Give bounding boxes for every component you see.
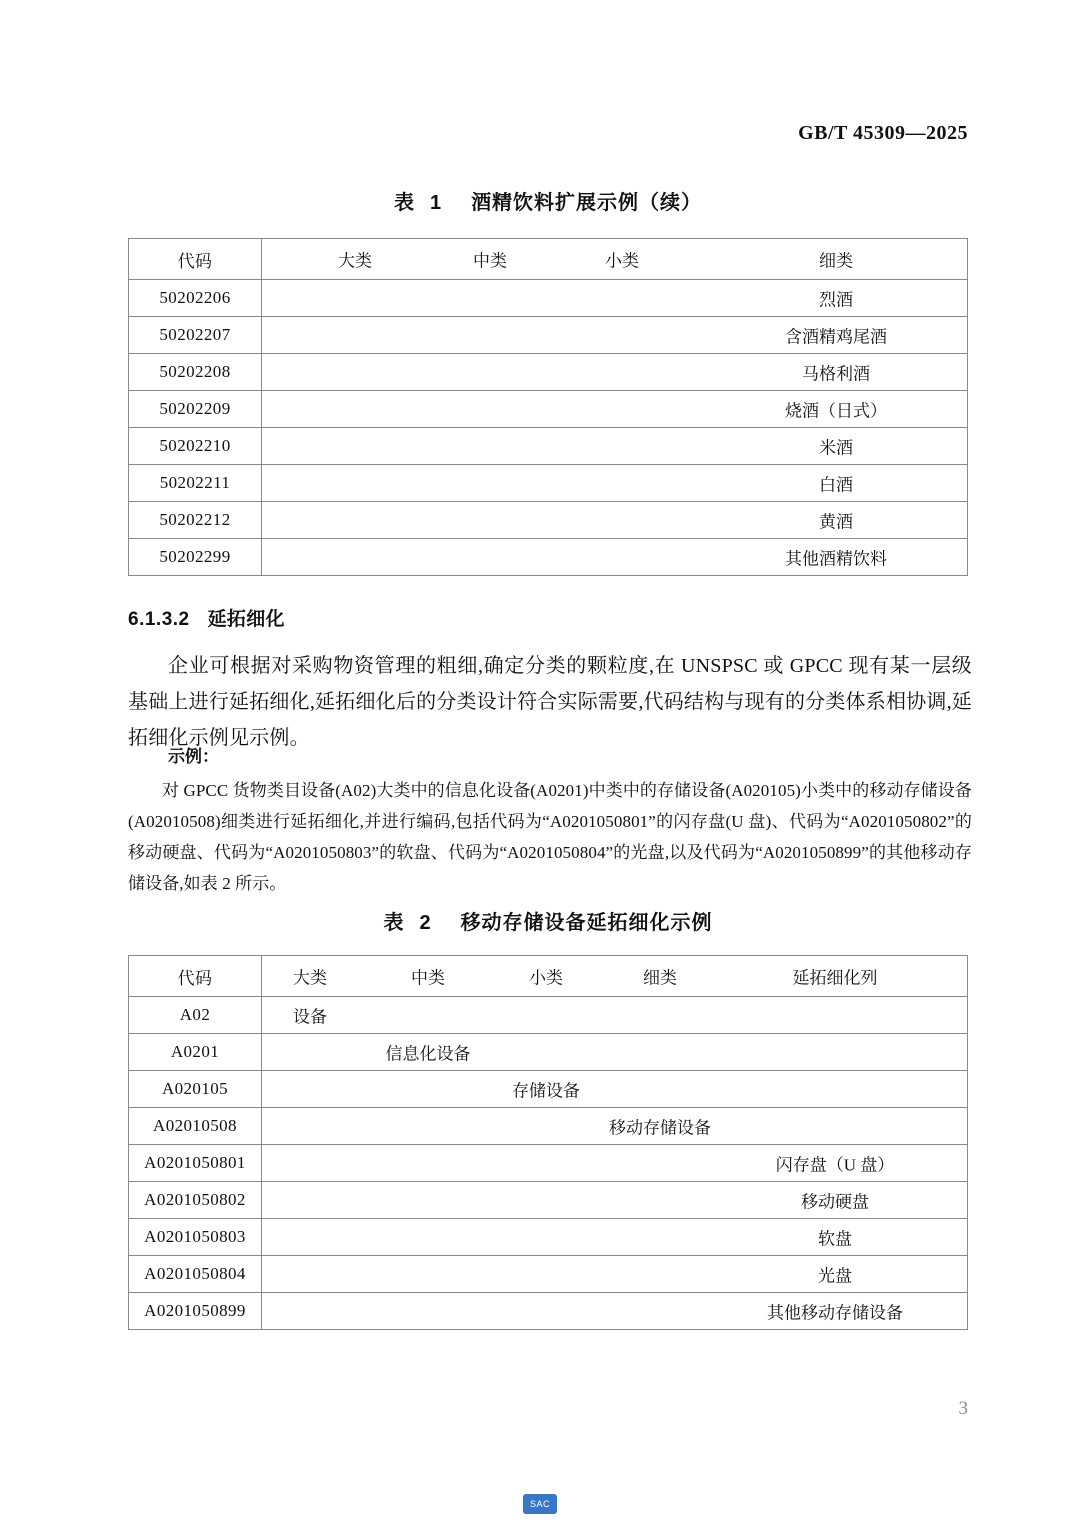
page-number: 3 [958,1398,968,1419]
table1-row1-value: 含酒精鸡尾酒 [785,327,887,347]
table2-header-row [129,956,968,997]
table-row [129,539,968,576]
table1-header-zhongLei: 中类 [473,251,507,271]
table1-caption [128,186,968,215]
table2-row1-value-cell [262,1034,968,1071]
table-row [129,1293,968,1330]
table1-header-xiLei: 细类 [819,251,853,271]
table2-header-categories [262,956,968,997]
table2-header-code: 代码 [129,956,262,997]
table2-caption-title: 移动存储设备延拓细化示例 [460,912,713,934]
table-row [129,317,968,354]
table1-row0-value-cell [262,280,968,317]
table1-row4-value-cell [262,428,968,465]
table2-row3-code: A02010508 [129,1108,262,1145]
table2-row6-value: 软盘 [818,1229,852,1249]
table1-row4-code: 50202210 [129,428,262,465]
table-row [129,354,968,391]
table2-header-xiLei: 细类 [643,968,677,988]
table2-header-xiaoLei: 小类 [529,968,563,988]
table1-row7-value-cell [262,539,968,576]
table1-row2-code: 50202208 [129,354,262,391]
table1-row5-code: 50202211 [129,465,262,502]
table2-row1-value: 信息化设备 [385,1044,471,1064]
table-row [129,280,968,317]
table2-row0-value: 设备 [293,1007,327,1027]
table2-row7-value: 光盘 [818,1266,852,1286]
table2 [128,955,968,1330]
table1 [128,238,968,576]
table1-row2-value-cell [262,354,968,391]
table1-header-row [129,239,968,280]
table2-row3-value-cell [262,1108,968,1145]
table2-row2-value: 存储设备 [512,1081,580,1101]
table1-row5-value: 白酒 [819,475,853,495]
table1-caption-prefix: 表 [393,192,416,214]
section-title: 延拓细化 [207,609,285,630]
page-header-standard-code: GB/T 45309—2025 [798,122,968,144]
table-row [129,1182,968,1219]
table1-header-xiaoLei: 小类 [605,251,639,271]
table2-row8-value-cell [262,1293,968,1330]
table2-row8-value: 其他移动存储设备 [767,1303,903,1323]
table1-row6-value-cell [262,502,968,539]
table1-header-daLei: 大类 [338,251,372,271]
table2-row8-code: A0201050899 [129,1293,262,1330]
table1-row4-value: 米酒 [819,438,853,458]
table1-caption-number: 1 [429,192,444,214]
table-row [129,465,968,502]
table2-row2-value-cell [262,1071,968,1108]
table-row [129,1219,968,1256]
table-row [129,502,968,539]
section-number: 6.1.3.2 [128,609,190,630]
table2-header-daLei: 大类 [293,968,327,988]
table1-row2-value: 马格利酒 [802,364,870,384]
table-row [129,1256,968,1293]
table2-row5-value: 移动硬盘 [801,1192,869,1212]
table2-header-zhongLei: 中类 [411,968,445,988]
table2-row6-value-cell [262,1219,968,1256]
table-row [129,391,968,428]
table2-header-yanTuo: 延拓细化列 [792,968,878,988]
example-label: 示例： [168,747,219,766]
table1-row1-code: 50202207 [129,317,262,354]
table1-row0-code: 50202206 [129,280,262,317]
table2-row0-code: A02 [129,997,262,1034]
table2-row4-value-cell [262,1145,968,1182]
table2-caption-number: 2 [419,912,433,934]
table-row [129,1034,968,1071]
table1-row3-code: 50202209 [129,391,262,428]
table2-caption-prefix: 表 [383,912,406,934]
table2-row2-code: A020105 [129,1071,262,1108]
table2-row7-code: A0201050804 [129,1256,262,1293]
table2-row7-value-cell [262,1256,968,1293]
table2-row4-code: A0201050801 [129,1145,262,1182]
table-row [129,1071,968,1108]
example-paragraph: 对 GPCC 货物类目设备(A02)大类中的信息化设备(A0201)中类中的存储设备(A020105)小类中的移动存储设备(A02010508)细类进行延拓细化,并进行编码,包括代码为“A0201050801”的闪存盘(U 盘)、代码为“A0201050802”的移动硬盘、代码为“A0201050803”的软盘、代码为“A0201050804”的光盘,以及代码为“A0201050899”的其他移动存储设备,如表 2 所示。 [128,781,972,893]
table-row [129,1108,968,1145]
table2-row5-code: A0201050802 [129,1182,262,1219]
table1-row3-value: 烧酒（日式） [785,401,887,421]
table2-row3-value: 移动存储设备 [609,1118,711,1138]
table1-row1-value-cell [262,317,968,354]
section-paragraph: 企业可根据对采购物资管理的粗细,确定分类的颗粒度,在 UNSPSC 或 GPCC 现有某一层级基础上进行延拓细化,延拓细化后的分类设计符合实际需要,代码结构与现有的分类体系相协调,延拓细化示例见示例。 [128,655,972,749]
table1-header-code: 代码 [129,239,262,280]
table2-caption [128,906,968,935]
table-row [129,997,968,1034]
table2-row6-code: A0201050803 [129,1219,262,1256]
table2-row1-code: A0201 [129,1034,262,1071]
table1-row6-code: 50202212 [129,502,262,539]
footer-watermark-logo: SAC [523,1494,557,1514]
table1-caption-title: 酒精饮料扩展示例（续） [471,192,703,214]
table1-row6-value: 黄酒 [819,512,853,532]
table1-row7-code: 50202299 [129,539,262,576]
table2-row0-value-cell [262,997,968,1034]
table2-row4-value: 闪存盘（U 盘） [775,1155,895,1175]
table1-row7-value: 其他酒精饮料 [785,549,887,569]
table1-row3-value-cell [262,391,968,428]
table-row [129,428,968,465]
table-row [129,1145,968,1182]
table2-row5-value-cell [262,1182,968,1219]
table1-row5-value-cell [262,465,968,502]
table1-header-categories [262,239,968,280]
table1-row0-value: 烈酒 [819,290,853,310]
section-heading [128,604,968,631]
